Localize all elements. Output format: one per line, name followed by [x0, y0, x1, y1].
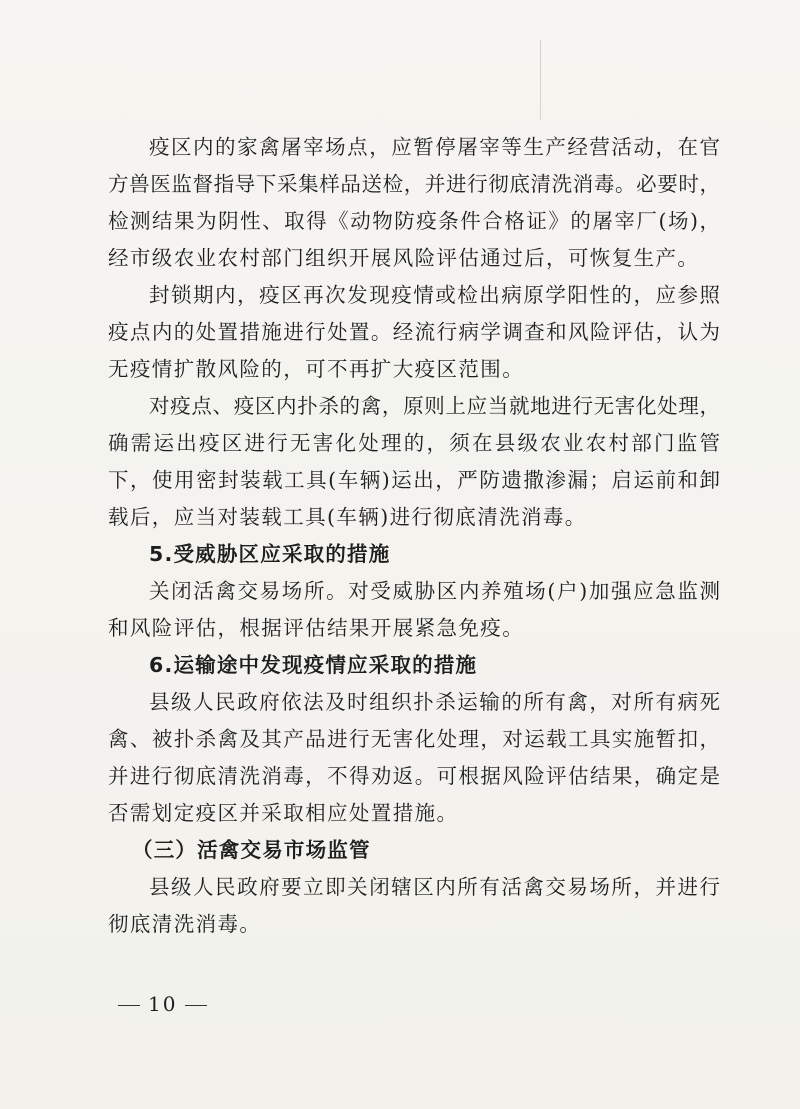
body-line: 县级人民政府依法及时组织扑杀运输的所有禽，对所有病死	[149, 690, 720, 714]
body-line: 确需运出疫区进行无害化处理的，须在县级农业农村部门监管	[108, 431, 720, 455]
body-line: 疫点内的处置措施进行处置。经流行病学调查和风险评估，认为	[108, 320, 720, 344]
dash-right	[185, 1005, 207, 1006]
body-line: 和风险评估，根据评估结果开展紧急免疫。	[108, 616, 525, 640]
section-heading: （三）活禽交易市场监管	[132, 838, 371, 862]
body-line: 禽、被扑杀禽及其产品进行无害化处理，对运载工具实施暂扣，	[108, 727, 720, 751]
body-line: 方兽医监督指导下采集样品送检，并进行彻底清洗消毒。必要时，	[108, 172, 720, 196]
body-line: 否需划定疫区并采取相应处置措施。	[108, 801, 459, 825]
body-line: 检测结果为阴性、取得《动物防疫条件合格证》的屠宰厂(场)，	[108, 209, 720, 233]
scan-artifact-line	[540, 40, 541, 120]
body-line: 关闭活禽交易场所。对受威胁区内养殖场(户)加强应急监测	[149, 579, 720, 603]
body-line: 封锁期内，疫区再次发现疫情或检出病原学阳性的，应参照	[149, 283, 720, 307]
dash-left	[118, 1005, 140, 1006]
section-heading: 6.运输途中发现疫情应采取的措施	[149, 653, 478, 677]
body-line: 疫区内的家禽屠宰场点，应暂停屠宰等生产经营活动，在官	[149, 135, 720, 159]
body-line: 载后，应当对装载工具(车辆)进行彻底清洗消毒。	[108, 505, 587, 529]
body-line: 并进行彻底清洗消毒，不得劝返。可根据风险评估结果，确定是	[108, 764, 720, 788]
section-heading: 5.受威胁区应采取的措施	[149, 542, 391, 566]
body-line: 彻底清洗消毒。	[108, 912, 262, 936]
body-line: 经市级农业农村部门组织开展风险评估通过后，可恢复生产。	[108, 246, 700, 270]
page-number-value: 10	[148, 992, 178, 1016]
body-line: 下，使用密封装载工具(车辆)运出，严防遗撒渗漏；启运前和卸	[108, 468, 720, 492]
body-line: 无疫情扩散风险的，可不再扩大疫区范围。	[108, 357, 525, 381]
body-line: 对疫点、疫区内扑杀的禽，原则上应当就地进行无害化处理，	[149, 394, 720, 418]
body-line: 县级人民政府要立即关闭辖区内所有活禽交易场所，并进行	[149, 875, 720, 899]
page-number	[110, 992, 215, 1016]
